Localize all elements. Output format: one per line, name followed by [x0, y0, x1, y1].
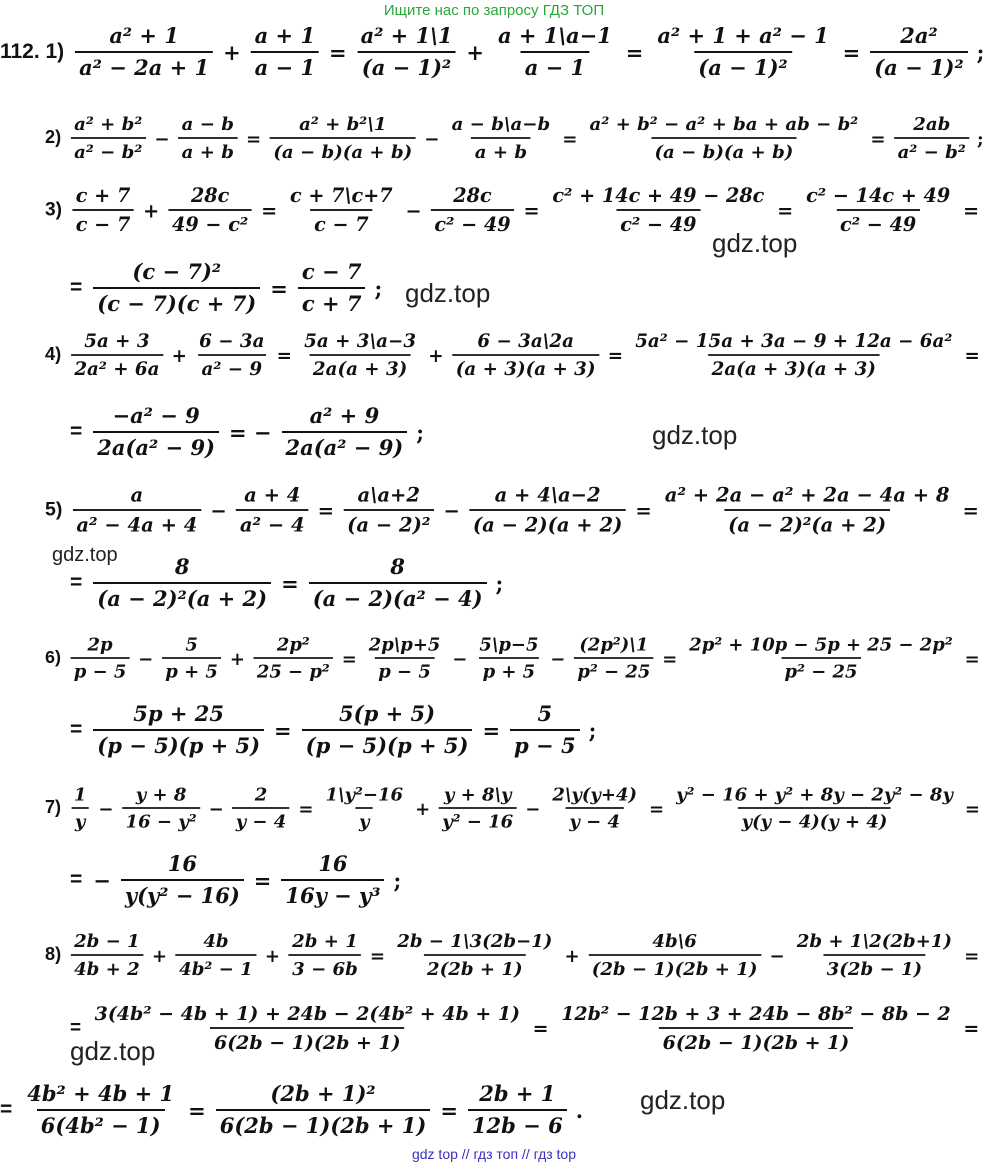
fraction: [176, 930, 257, 980]
numerator: 2p² + 10p − 5p + 25 − 2p²: [689, 633, 953, 655]
numerator: 16: [167, 851, 197, 876]
fraction: [70, 633, 129, 683]
denominator: p − 5: [375, 657, 434, 683]
denominator: p + 5: [162, 657, 221, 683]
numerator: 12b² − 12b + 3 + 24b − 8b² − 8b − 2: [561, 1001, 951, 1025]
operator: =: [274, 717, 292, 743]
numerator: a² + 2a − a² + 2a − 4a + 8: [664, 483, 950, 507]
problem-label: 2): [45, 127, 62, 148]
numerator: a − b: [181, 112, 234, 135]
denominator: a + b: [471, 137, 530, 163]
denominator: (a − b)(a + b): [270, 137, 416, 163]
denominator: y(y − 4)(y + 4): [738, 807, 891, 833]
numerator: a² + 9: [309, 403, 380, 428]
numerator: 5p + 25: [133, 701, 225, 726]
fraction: [93, 701, 264, 759]
numerator: a\a+2: [357, 483, 420, 507]
denominator: a² − 4: [236, 509, 308, 537]
denominator: p + 5: [479, 657, 538, 683]
numerator: a + 4: [244, 483, 301, 507]
math-line: [0, 1080, 583, 1140]
problem-label: 3): [45, 199, 63, 221]
math-line: [45, 632, 984, 683]
numerator: 4b: [203, 929, 229, 952]
operator: −: [154, 127, 170, 149]
denominator: a² − b²: [894, 137, 969, 163]
numerator: a: [130, 483, 144, 507]
denominator: a − 1: [251, 51, 319, 81]
denominator: 2a(a + 3)(a + 3): [708, 354, 879, 380]
denominator: (p − 5)(p + 5): [93, 729, 264, 759]
numerator: c² + 14c + 49 − 28c: [552, 183, 765, 207]
denominator: a² − b²: [71, 137, 146, 163]
denominator: 4b + 2: [71, 954, 144, 980]
fraction: [93, 259, 260, 317]
operator: +: [229, 647, 245, 669]
numerator: 8: [174, 554, 190, 579]
denominator: 6(2b − 1)(2b + 1): [216, 1109, 431, 1139]
fraction: [162, 633, 221, 683]
operator: =: [276, 344, 293, 366]
denominator: 4b² − 1: [176, 954, 257, 980]
operator: +: [143, 198, 160, 222]
numerator: 2p²: [276, 633, 310, 655]
denominator: y² − 16: [439, 807, 517, 833]
numerator: a + 1: [254, 23, 316, 49]
denominator: a² − 4a + 4: [73, 509, 201, 537]
math-line: [70, 258, 382, 318]
fraction: [122, 783, 200, 833]
math-line: [70, 850, 401, 910]
operator: −: [208, 797, 224, 819]
operator: =: [964, 647, 980, 669]
numerator: y + 8: [135, 783, 187, 805]
operator: +: [466, 39, 485, 65]
fraction: [73, 483, 201, 537]
fraction: [71, 113, 146, 163]
denominator: (a − 2)²: [343, 509, 434, 537]
numerator: c + 7: [75, 183, 131, 207]
denominator: 12b − 6: [468, 1109, 567, 1139]
denominator: 2a² + 6a: [71, 354, 163, 380]
operator: +: [415, 797, 431, 819]
numerator: c² − 14c + 49: [806, 183, 951, 207]
operator: −: [210, 498, 227, 522]
operator: =: [964, 944, 980, 966]
fraction: [357, 23, 457, 81]
punctuation: ;: [495, 570, 504, 596]
operator: =: [482, 717, 501, 743]
fraction: [196, 330, 268, 380]
operator: =: [635, 498, 652, 522]
fraction: [653, 23, 832, 81]
operator: +: [264, 944, 281, 966]
numerator: 2b + 1: [479, 1081, 556, 1106]
operator: −: [443, 498, 460, 522]
denominator: (a − 1)²: [870, 51, 967, 81]
denominator: 2a(a + 3): [309, 354, 410, 380]
fraction: [394, 930, 556, 980]
operator: −: [452, 647, 468, 669]
fraction: [510, 701, 580, 759]
denominator: 49 − c²: [168, 209, 252, 236]
problem-label: =: [70, 420, 83, 443]
numerator: a² + b²: [74, 112, 143, 135]
fraction: [253, 633, 333, 683]
operator: =: [963, 198, 980, 222]
numerator: 16: [318, 851, 348, 876]
numerator: 28c: [453, 183, 492, 207]
denominator: 2(2b + 1): [424, 954, 526, 980]
denominator: y: [356, 807, 373, 833]
operator: =: [870, 127, 886, 149]
numerator: 6 − 3a\2a: [477, 329, 574, 352]
watermark: gdz.top: [52, 544, 118, 566]
operator: −: [550, 647, 566, 669]
math-line: [0, 22, 984, 82]
numerator: (c − 7)²: [132, 259, 222, 284]
math-line: [45, 329, 984, 381]
fraction: [270, 113, 416, 163]
denominator: 2a(a² − 9): [93, 431, 219, 461]
fraction: [289, 930, 362, 980]
operator: =: [188, 1097, 206, 1123]
operator: =: [270, 275, 288, 301]
problem-label: 7): [45, 797, 62, 818]
denominator: c² − 49: [431, 209, 515, 236]
punctuation: .: [575, 1097, 583, 1123]
fraction: [574, 633, 654, 683]
operator: =: [341, 647, 357, 669]
fraction: [168, 183, 252, 236]
fraction: [286, 183, 396, 236]
fraction: [72, 183, 134, 236]
math-line: [45, 929, 984, 981]
problem-label: =: [70, 868, 83, 891]
denominator: 16 − y²: [122, 807, 200, 833]
fraction: [632, 330, 956, 380]
punctuation: ;: [977, 127, 984, 149]
fraction: [93, 403, 219, 461]
operator: −: [138, 647, 154, 669]
denominator: y − 4: [232, 807, 289, 833]
fraction: [452, 330, 599, 380]
math-line: [70, 1001, 984, 1055]
operator: =: [369, 944, 386, 966]
numerator: a + 1\a−1: [497, 23, 612, 49]
denominator: 2a(a² − 9): [282, 431, 408, 461]
operator: +: [171, 344, 187, 366]
fraction: [178, 113, 237, 163]
operator: =: [281, 570, 299, 596]
fraction: [558, 1002, 955, 1054]
problem-label: =: [70, 718, 83, 741]
operator: = −: [229, 419, 272, 445]
fraction: [70, 783, 89, 833]
denominator: p − 5: [510, 729, 580, 759]
numerator: 1\y²−16: [325, 783, 404, 805]
fraction: [322, 783, 406, 833]
denominator: (a − 2)²(a + 2): [724, 509, 889, 537]
problem-label: 6): [45, 647, 61, 668]
denominator: a + b: [178, 137, 237, 163]
punctuation: ;: [588, 717, 597, 743]
fraction: [661, 483, 953, 537]
operator: =: [964, 344, 980, 366]
numerator: 8: [390, 554, 405, 579]
problem-label: =: [70, 276, 83, 299]
fraction: [476, 633, 542, 683]
numerator: 1: [73, 783, 87, 805]
numerator: 5\p−5: [479, 633, 539, 655]
problem-label: =: [70, 1017, 82, 1038]
numerator: c − 7: [301, 259, 362, 284]
denominator: (2b − 1)(2b + 1): [588, 954, 761, 980]
fraction: [236, 483, 308, 537]
numerator: 5a² − 15a + 3a − 9 + 12a − 6a²: [635, 329, 953, 352]
numerator: 5a + 3: [84, 329, 150, 352]
fraction: [793, 930, 955, 980]
numerator: 4b\6: [652, 929, 697, 952]
numerator: 2ab: [913, 112, 951, 135]
numerator: c + 7\c+7: [290, 183, 393, 207]
fraction: [251, 23, 319, 81]
fraction: [586, 113, 862, 163]
operator: =: [523, 198, 540, 222]
operator: =: [440, 1097, 458, 1123]
numerator: a − b\a−b: [451, 112, 551, 135]
watermark: gdz.top: [640, 1085, 726, 1115]
numerator: 2b + 1\2(2b+1): [796, 929, 952, 952]
fraction: [686, 633, 956, 683]
operator: =: [777, 198, 794, 222]
fraction: [121, 851, 244, 909]
denominator: p² − 25: [781, 657, 861, 683]
fraction: [23, 1081, 178, 1139]
numerator: y² − 16 + y² + 8y − 2y² − 8y: [676, 783, 953, 805]
fraction: [232, 783, 289, 833]
numerator: a + 4\a−2: [494, 483, 601, 507]
denominator: (a − b)(a + b): [651, 137, 797, 163]
denominator: c² − 49: [617, 209, 701, 236]
numerator: 2\y(y+4): [552, 783, 638, 805]
problem-label: 5): [45, 498, 63, 521]
fraction: [588, 930, 761, 980]
fraction: [439, 783, 517, 833]
math-line: [70, 402, 424, 462]
denominator: c − 7: [310, 209, 372, 236]
denominator: p − 5: [70, 657, 129, 683]
fraction: [494, 23, 616, 81]
watermark: gdz.top: [405, 278, 491, 308]
site-footer: gdz top // гдз топ // гдз top: [411, 1146, 577, 1162]
operator: =: [562, 127, 578, 149]
operator: =: [625, 39, 644, 65]
operator: +: [151, 944, 168, 966]
fraction: [448, 113, 553, 163]
fraction: [75, 23, 213, 81]
numerator: 5: [537, 701, 553, 726]
numerator: 2p: [87, 633, 113, 655]
denominator: p² − 25: [574, 657, 654, 683]
numerator: a² + 1\1: [360, 23, 453, 49]
denominator: (a − 2)²(a + 2): [93, 582, 271, 612]
numerator: 2: [254, 783, 268, 805]
problem-label: 112. 1): [0, 40, 65, 63]
numerator: 3(4b² − 4b + 1) + 24b − 2(4b² + 4b + 1): [94, 1001, 521, 1025]
punctuation: ;: [416, 419, 425, 445]
operator: =: [662, 647, 678, 669]
numerator: (2p²)\1: [579, 633, 649, 655]
watermark: gdz.top: [652, 420, 738, 450]
numerator: 2a²: [900, 23, 938, 49]
numerator: a² + 1: [109, 23, 179, 49]
operator: =: [261, 198, 278, 222]
denominator: a² − 2a + 1: [75, 51, 213, 81]
problem-label: =: [70, 571, 83, 594]
numerator: 2b + 1: [292, 929, 358, 952]
operator: −: [93, 867, 111, 893]
numerator: a² + b² − a² + ba + ab − b²: [589, 112, 859, 135]
math-line: [45, 112, 984, 164]
fraction: [365, 633, 443, 683]
denominator: c + 7: [298, 287, 366, 317]
problem-label: 4): [45, 344, 62, 365]
denominator: (c − 7)(c + 7): [93, 287, 260, 317]
numerator: 5(p + 5): [339, 701, 436, 726]
denominator: c² − 49: [836, 209, 920, 236]
operator: =: [842, 39, 861, 65]
operator: =: [649, 797, 665, 819]
denominator: y − 4: [566, 807, 623, 833]
punctuation: ;: [374, 275, 383, 301]
math-line: [45, 782, 984, 833]
numerator: 2p\p+5: [368, 633, 441, 655]
numerator: 2b − 1: [74, 929, 140, 952]
denominator: (a − 1)²: [694, 51, 791, 81]
fraction: [282, 403, 408, 461]
fraction: [802, 183, 953, 236]
operator: =: [607, 344, 624, 366]
operator: −: [405, 198, 422, 222]
denominator: y: [71, 807, 88, 833]
denominator: (a − 2)(a² − 4): [309, 582, 487, 612]
fraction: [91, 1002, 524, 1054]
denominator: 6(4b² − 1): [37, 1109, 165, 1139]
watermark: gdz.top: [70, 1036, 156, 1066]
denominator: (p − 5)(p + 5): [302, 729, 473, 759]
denominator: 6(2b − 1)(2b + 1): [210, 1027, 404, 1054]
operator: =: [963, 1016, 980, 1040]
fraction: [298, 259, 366, 317]
fraction: [469, 483, 626, 537]
operator: =: [329, 39, 347, 65]
operator: =: [317, 498, 335, 522]
fraction: [673, 783, 957, 833]
denominator: c − 7: [72, 209, 134, 236]
fraction: [302, 701, 473, 759]
fraction: [281, 851, 384, 909]
operator: =: [246, 127, 262, 149]
denominator: y(y² − 16): [121, 879, 244, 909]
operator: −: [525, 797, 541, 819]
operator: =: [964, 797, 981, 819]
denominator: 6(2b − 1)(2b + 1): [659, 1027, 853, 1054]
problem-label: 8): [45, 944, 62, 965]
denominator: (a + 3)(a + 3): [452, 354, 599, 380]
operator: −: [98, 797, 114, 819]
operator: −: [424, 127, 440, 149]
numerator: −a² − 9: [112, 403, 200, 428]
numerator: (2b + 1)²: [270, 1081, 376, 1106]
fraction: [894, 113, 969, 163]
numerator: a² + 1 + a² − 1: [657, 23, 829, 49]
denominator: 3(2b − 1): [823, 954, 925, 980]
fraction: [301, 330, 420, 380]
operator: =: [532, 1016, 549, 1040]
operator: =: [962, 498, 979, 522]
site-banner: Ищите нас по запросу ГДЗ ТОП: [383, 2, 605, 19]
denominator: a² − 9: [198, 354, 266, 380]
math-line: [70, 700, 596, 760]
numerator: y + 8\y: [443, 783, 512, 805]
operator: =: [298, 797, 314, 819]
watermark: gdz.top: [712, 228, 798, 258]
numerator: 5: [185, 633, 198, 655]
numerator: 6 − 3a: [199, 329, 265, 352]
numerator: a² + b²\1: [299, 112, 387, 135]
fraction: [870, 23, 967, 81]
operator: +: [564, 944, 580, 966]
operator: +: [428, 344, 444, 366]
numerator: 28c: [190, 183, 230, 207]
operator: −: [769, 944, 785, 966]
problem-label: =: [0, 1098, 13, 1121]
math-line: [70, 553, 503, 613]
punctuation: ;: [976, 39, 985, 65]
fraction: [431, 183, 515, 236]
fraction: [216, 1081, 431, 1139]
denominator: (a − 1)²: [358, 51, 455, 81]
math-line: [45, 183, 984, 238]
math-line: [45, 482, 984, 538]
denominator: 25 − p²: [253, 657, 333, 683]
punctuation: ;: [393, 867, 402, 893]
fraction: [93, 554, 271, 612]
operator: +: [223, 39, 241, 65]
denominator: a − 1: [521, 51, 589, 81]
numerator: 5a + 3\a−3: [304, 329, 417, 352]
denominator: 3 − 6b: [289, 954, 362, 980]
operator: =: [253, 867, 272, 893]
fraction: [71, 330, 163, 380]
numerator: 2b − 1\3(2b−1): [397, 929, 553, 952]
numerator: 4b² + 4b + 1: [27, 1081, 175, 1106]
fraction: [71, 930, 144, 980]
fraction: [309, 554, 487, 612]
fraction: [468, 1081, 567, 1139]
fraction: [549, 783, 641, 833]
fraction: [343, 483, 434, 537]
denominator: (a − 2)(a + 2): [469, 509, 626, 537]
denominator: 16y − y³: [281, 879, 384, 909]
